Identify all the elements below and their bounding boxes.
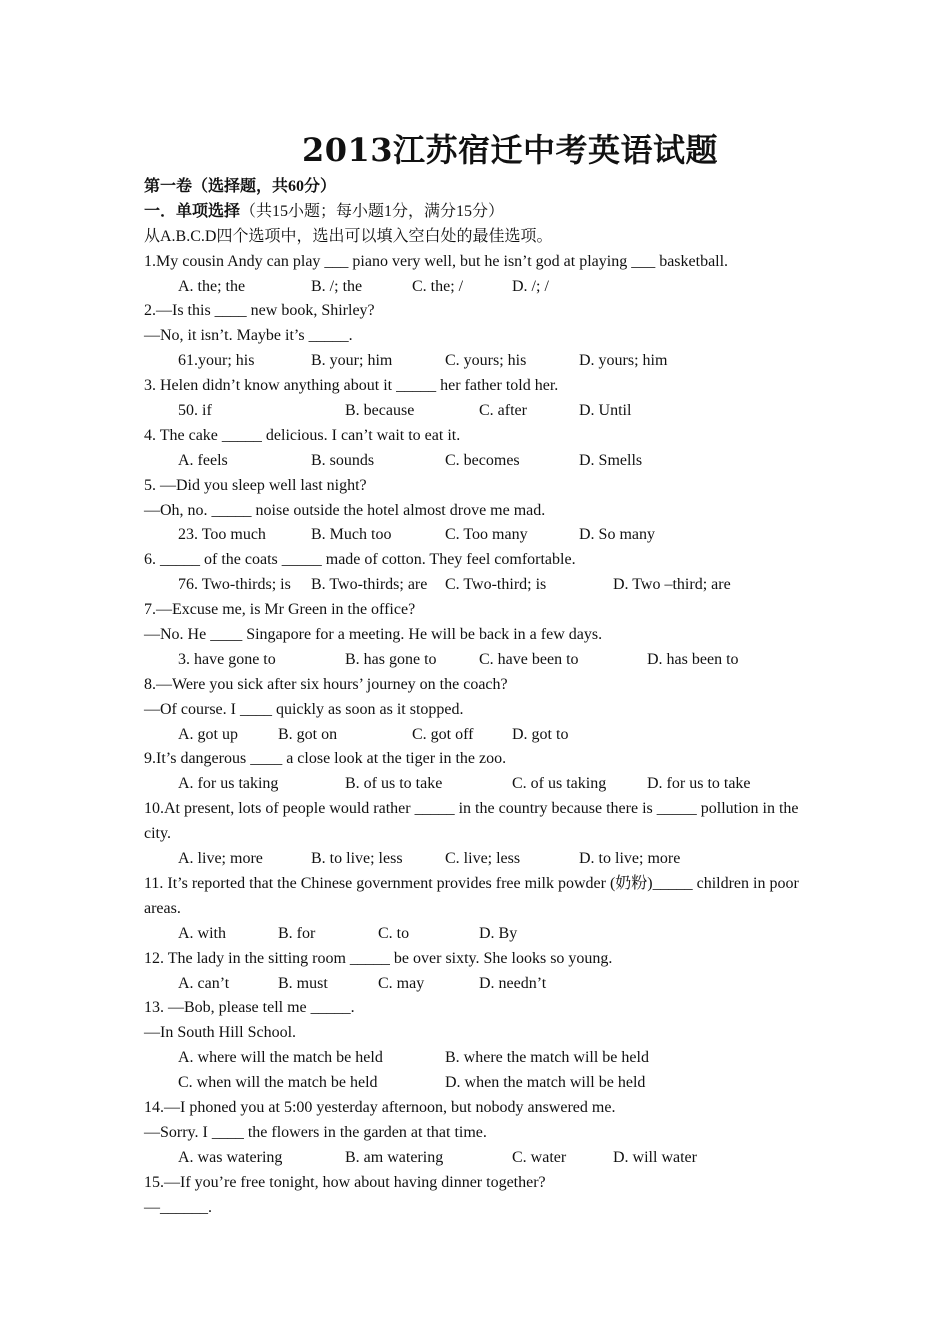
option-c: C. have been to — [479, 650, 579, 668]
option-a: A. got up — [178, 725, 238, 743]
option-b: B. /; the — [311, 277, 363, 295]
option-d: D. got to — [512, 725, 569, 743]
question-9-options — [144, 772, 814, 797]
question-14-stem: 14.—I phoned you at 5:00 yesterday afternoon, but nobody answered me. — [144, 1099, 616, 1117]
question-2-stem: 2.—Is this ____ new book, Shirley? — [144, 302, 375, 320]
part-heading-scoring: （共15小题；每小题1分，满分15分） — [240, 202, 505, 220]
option-a: A. with — [178, 924, 226, 942]
option-d: D. will water — [613, 1148, 697, 1166]
instruction: 从A.B.C.D四个选项中，选出可以填入空白处的最佳选项。 — [144, 227, 553, 245]
option-a: A. can’t — [178, 974, 230, 992]
option-c: C. when will the match be held — [178, 1074, 378, 1092]
question-13-options-row1 — [144, 1046, 814, 1071]
option-b: B. has gone to — [345, 650, 437, 668]
option-b: B. because — [345, 402, 415, 420]
option-a: A. where will the match be held — [178, 1049, 383, 1067]
question-15-stem: 15.—If you’re free tonight, how about having dinner together? — [144, 1173, 546, 1191]
option-c: C. Two-third; is — [445, 576, 547, 594]
option-b: B. Two-thirds; are — [311, 576, 428, 594]
option-d: D. for us to take — [647, 775, 751, 793]
question-7-options — [144, 648, 814, 673]
option-a: 3. have gone to — [178, 650, 276, 668]
option-d: D. needn’t — [479, 974, 547, 992]
option-a: 76. Two-thirds; is — [178, 576, 291, 594]
option-b: B. to live; less — [311, 850, 403, 868]
option-b: B. am watering — [345, 1148, 444, 1166]
option-a: A. for us taking — [178, 775, 279, 793]
option-a: A. live; more — [178, 850, 263, 868]
option-c: C. to — [378, 924, 410, 942]
question-2-stem-reply: —No, it isn’t. Maybe it’s _____. — [144, 327, 353, 345]
question-13-stem-reply: —In South Hill School. — [144, 1024, 297, 1042]
question-4-stem: 4. The cake _____ delicious. I can’t wait to eat it. — [144, 426, 461, 444]
question-4-options — [144, 449, 814, 474]
option-c: C. live; less — [445, 850, 521, 868]
option-c: C. becomes — [445, 451, 520, 469]
option-d: D. By — [479, 924, 518, 942]
question-5-stem: 5. —Did you sleep well last night? — [144, 476, 367, 494]
question-13-options-row2 — [144, 1071, 814, 1096]
option-c: C. got off — [412, 725, 474, 743]
option-c: C. water — [512, 1148, 567, 1166]
option-d: D. /; / — [512, 277, 549, 295]
option-a: 50. if — [178, 402, 212, 420]
option-b: B. for — [278, 924, 316, 942]
option-d: D. Until — [579, 402, 632, 420]
option-a: A. feels — [178, 451, 228, 469]
option-d: D. when the match will be held — [445, 1074, 646, 1092]
exam-content — [144, 175, 814, 1220]
question-10-stem: 10.At present, lots of people would rather _____ in the country because there is _____ pollution in the city. — [144, 800, 799, 843]
question-6-stem: 6. _____ of the coats _____ made of cotton. They feel comfortable. — [144, 551, 576, 569]
page-title: 2013江苏宿迁中考英语试题 — [301, 131, 719, 169]
option-b: B. Much too — [311, 526, 392, 544]
question-10-options — [144, 847, 814, 872]
question-14-options — [144, 1146, 814, 1171]
question-5-options — [144, 523, 814, 548]
option-a: A. was watering — [178, 1148, 283, 1166]
section-heading: 第一卷（选择题，共60分） — [144, 178, 337, 195]
question-7-stem: 7.—Excuse me, is Mr Green in the office? — [144, 601, 416, 619]
question-8-stem-reply: —Of course. I ____ quickly as soon as it stopped. — [144, 700, 464, 718]
option-b: B. where the match will be held — [445, 1049, 649, 1067]
question-2-options — [144, 349, 814, 374]
question-14-stem-reply: —Sorry. I ____ the flowers in the garden at that time. — [144, 1123, 487, 1141]
option-d: D. has been to — [647, 650, 739, 668]
option-b: B. got on — [278, 725, 338, 743]
option-c: C. Too many — [445, 526, 528, 544]
part-heading-title: 一．单项选择 — [144, 202, 241, 220]
question-13-stem: 13. —Bob, please tell me _____. — [144, 999, 355, 1017]
option-c: C. the; / — [412, 277, 464, 295]
option-c: C. yours; his — [445, 352, 527, 370]
option-a: 61.your; his — [178, 352, 255, 370]
question-1-stem: 1.My cousin Andy can play ___ piano very well, but he isn’t god at playing ___ basketball. — [144, 252, 729, 270]
question-11-stem: 11. It’s reported that the Chinese government provides free milk powder (奶粉)_____ children in poor areas. — [144, 874, 799, 917]
question-12-options — [144, 972, 814, 997]
question-8-stem: 8.—Were you sick after six hours’ journey on the coach? — [144, 675, 508, 693]
question-3-stem: 3. Helen didn’t know anything about it _____ her father told her. — [144, 377, 559, 395]
option-d: D. yours; him — [579, 352, 668, 370]
question-9-stem: 9.It’s dangerous ____ a close look at the tiger in the zoo. — [144, 750, 507, 768]
option-b: B. your; him — [311, 352, 393, 370]
question-7-stem-reply: —No. He ____ Singapore for a meeting. He will be back in a few days. — [144, 626, 603, 644]
option-b: B. of us to take — [345, 775, 443, 793]
option-b: B. sounds — [311, 451, 375, 469]
option-c: C. may — [378, 974, 425, 992]
question-12-stem: 12. The lady in the sitting room _____ be over sixty. She looks so young. — [144, 949, 613, 967]
question-15-stem-reply: —______. — [144, 1198, 212, 1216]
option-b: B. must — [278, 974, 328, 992]
option-c: C. after — [479, 402, 527, 420]
option-d: D. Two –third; are — [613, 576, 731, 594]
option-d: D. to live; more — [579, 850, 681, 868]
option-a: A. the; the — [178, 277, 246, 295]
option-c: C. of us taking — [512, 775, 607, 793]
question-5-stem-reply: —Oh, no. _____ noise outside the hotel almost drove me mad. — [144, 501, 546, 519]
question-3-options — [144, 399, 814, 424]
option-d: D. Smells — [579, 451, 643, 469]
option-d: D. So many — [579, 526, 655, 544]
question-6-options — [144, 573, 814, 598]
question-8-options — [144, 723, 814, 748]
part-heading — [144, 200, 814, 225]
question-11-options — [144, 922, 814, 947]
option-a: 23. Too much — [178, 526, 266, 544]
question-1-options — [144, 275, 814, 300]
